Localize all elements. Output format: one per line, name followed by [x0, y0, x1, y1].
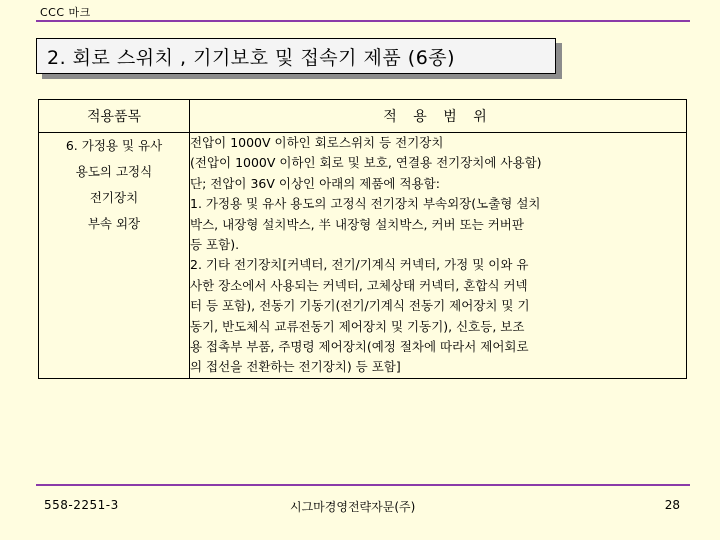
item-line: 부속 외장	[87, 216, 141, 231]
bottom-divider	[36, 484, 690, 486]
item-line: 전기장치	[89, 190, 139, 205]
scope-line: 동기, 반도체식 교류전동기 제어장치 및 기동기), 신호등, 보조	[190, 318, 525, 334]
scope-cell	[190, 133, 687, 379]
table-row	[39, 133, 687, 379]
item-cell	[39, 133, 190, 379]
scope-line: 등 포함).	[190, 237, 240, 253]
scope-line: 박스, 내장형 설치박스, 半 내장형 설치박스, 커버 또는 커버판	[190, 216, 524, 232]
scope-line: 의 접선을 전환하는 전기장치) 등 포함]	[190, 359, 401, 375]
slide-title: 2. 회로 스위치 , 기기보호 및 접속기 제품 (6종)	[36, 38, 556, 74]
column-header-item: 적용품목	[39, 100, 190, 133]
scope-line: 1. 가정용 및 유사 용도의 고정식 전기장치 부속외장(노출형 설치	[190, 196, 541, 212]
scope-line: 용 접촉부 부품, 주명령 제어장치(예정 절차에 따라서 제어회로	[190, 339, 529, 355]
item-line: 용도의 고정식	[75, 164, 153, 179]
scope-line: 단; 전압이 36V 이상인 아래의 제품에 적용함:	[190, 175, 440, 191]
top-divider	[36, 20, 690, 22]
scope-line: 2. 기타 전기장치[커넥터, 전기/기계식 커넥터, 가정 및 이와 유	[190, 257, 529, 273]
scope-line: (전압이 1000V 이하인 회로 및 보호, 연결용 전기장치에 사용함)	[190, 155, 542, 171]
scope-line: 터 등 포함), 전동기 기동기(전기/기계식 전동기 제어장치 및 기	[190, 298, 530, 314]
footer-page-number: 28	[664, 498, 680, 512]
footer-company: 시그마경영전략자문(주)	[290, 500, 416, 514]
scope-line: 사한 장소에서 사용되는 커넥터, 고체상태 커넥터, 혼합식 커넥	[190, 277, 528, 293]
column-header-scope: 적 용 범 위	[190, 100, 687, 133]
header-label: CCC 마크	[40, 6, 91, 19]
item-line: 6. 가정용 및 유사	[65, 138, 163, 153]
scope-table	[38, 99, 687, 379]
scope-line: 전압이 1000V 이하인 회로스위치 등 전기장치	[190, 135, 444, 150]
footer-document-number: 558-2251-3	[44, 498, 119, 512]
table-header-row	[39, 100, 687, 133]
